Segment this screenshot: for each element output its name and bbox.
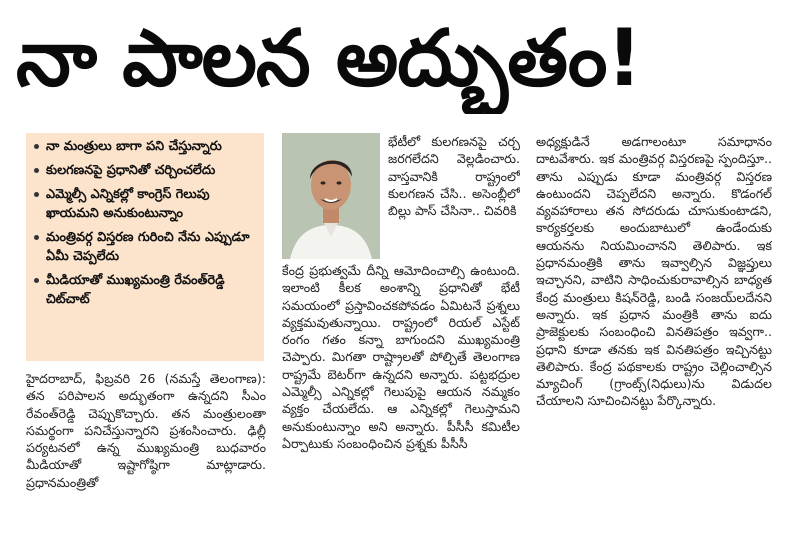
highlight-text: కులగణనపై ప్రధానితో చర్చించలేదు xyxy=(46,163,216,178)
bullet-icon xyxy=(34,278,39,283)
bullet-icon xyxy=(34,144,39,149)
article-paragraph: అధ్యక్షుడినే అడగాలంటూ సమాధానం దాటవేశారు. ఇక మంత్రివర్గ విస్తరణపై స్పందిస్తూ.. తాను ఎప్పుడు కూడా మంత్రివర్గ విస్తరణ ఉంటుందని చెప్పలేదని అన్నారు. కొడంగల్ వ్యవహారాలు తన సోదరుడు చూసుకుంటాడని, కార్యకర్తలకు అందుబాటులో ఉండేందుకు ఆయనను నియమించానని తెలిపారు. ఇక ప్రధానమంత్రికి తాను ఇవ్వాల్సిన విజ్ఞప్తులు ఇచ్చానని, వాటిని సాధించుకురావాల్సిన బాధ్యత కేంద్ర మంత్రులు కిషన్‌రెడ్డి, బండి సంజయ్‌లదేనని అన్నారు. ఇక ప్రధాన మంత్రికి తాను ఐదు ప్రాజెక్టులకు సంబంధించి వినతిపత్రం ఇవ్వగా.. ప్రధాని కూడా తనకు ఇక వినతిపత్రం ఇచ్చినట్టు తెలిపారు. కేంద్ర పథకాలకు రాష్ట్రం చెల్లించాల్సిన మ్యాచింగ్ (గ్రాంట్స్(నిధులు)ను విడుదల చేయాలని సూచించినట్టు పేర్కొన్నారు. xyxy=(536,134,772,409)
highlight-item xyxy=(34,228,258,266)
highlight-text: మీడియాతో ముఖ్యమంత్రి రేవంత్‌రెడ్డి చిట్‌చాట్ xyxy=(46,273,225,307)
column-2-beside-photo xyxy=(388,133,520,261)
highlight-item xyxy=(34,185,258,223)
bullet-icon xyxy=(34,235,39,240)
highlight-item xyxy=(34,271,258,309)
highlights-box xyxy=(26,133,264,361)
highlight-text: మంత్రివర్గ విస్తరణ గురించి నేను ఎప్పుడూ ఏమీ చెప్పలేదు xyxy=(46,230,250,264)
bullet-icon xyxy=(34,168,39,173)
highlight-text: నా మంత్రులు బాగా పని చేస్తున్నారు xyxy=(46,139,222,154)
column-2-body xyxy=(282,262,520,530)
highlight-item xyxy=(34,137,258,156)
column-3-body xyxy=(536,133,772,530)
article-paragraph: భేటీలో కులగణనపై చర్చ జరగలేదని వెల్లడించారు. వాస్తవానికి రాష్ట్రంలో కులగణన చేసి.. అసెంబ్లీలో బిల్లు పాస్ చేసినా.. చివరికి xyxy=(388,134,520,219)
column-1-body xyxy=(26,370,266,530)
bullet-icon xyxy=(34,192,39,197)
headline: నా పాలన అద్భుతం! xyxy=(16,14,642,104)
portrait-photo xyxy=(282,133,380,259)
article-paragraph: హైదరాబాద్, ఫిబ్రవరి 26 (నమస్తే తెలంగాణ): తన పరిపాలన అద్భుతంగా ఉన్నదని సీఎం రేవంత్‌రెడ్డి చెప్పుకొచ్చారు. తన మంత్రులంతా సమర్థంగా పనిచేస్తున్నారని ప్రశంసించారు. ఢిల్లీ పర్యటనలో ఉన్న ముఖ్యమంత్రి బుధవారం మీడియాతో ఇష్టాగోష్ఠిగా మాట్లాడారు. ప్రధానమంత్రితో xyxy=(26,371,266,490)
highlight-text: ఎమ్మెల్సీ ఎన్నికల్లో కాంగ్రెస్ గెలుపు ఖాయమని అనుకుంటున్నాం xyxy=(46,187,210,221)
article-paragraph: కేంద్ర ప్రభుత్వమే దీన్ని ఆమోదించాల్సి ఉంటుంది. ఇలాంటి కీలక అంశాన్ని ప్రధానితో భేటీ సమయంలో ప్రస్తావించకపోవడం ఏమిటనే ప్రశ్నలు వ్యక్తమవుతున్నాయి. రాష్ట్రంలో రియల్ ఎస్టేట్ రంగం గతం కన్నా బాగుందని ముఖ్యమంత్రి చెప్పారు. మిగతా రాష్ట్రాలతో పోల్చితే తెలంగాణ రాష్ట్రమే బెటర్‌గా ఉన్నదని అన్నారు. పట్టభద్రుల ఎమ్మెల్సీ ఎన్నికల్లో గెలుపుపై ఆయన నమ్మకం వ్యక్తం చేయలేదు. ఆ ఎన్నికల్లో గెలుస్తామని అనుకుంటున్నాం అని అన్నారు. పీసీసీ కమిటీల ఏర్పాటుకు సంబంధించిన ప్రశ్నకు పీసీసీ xyxy=(282,263,520,451)
highlight-item xyxy=(34,161,258,180)
